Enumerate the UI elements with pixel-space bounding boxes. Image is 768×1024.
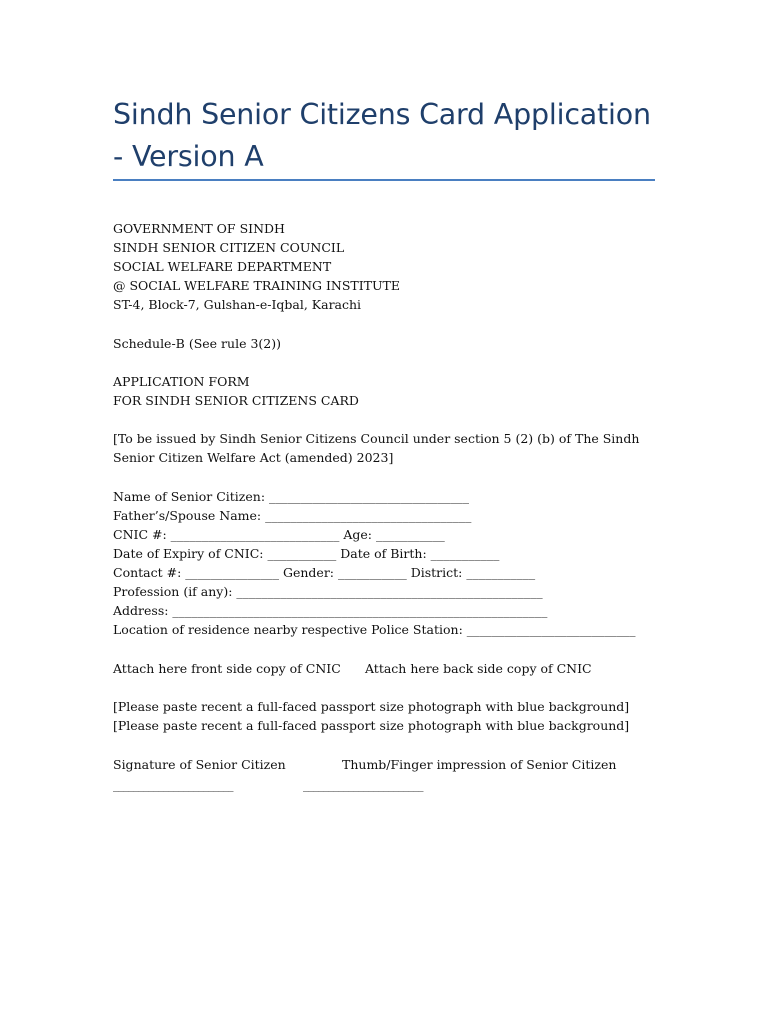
header-line-government: GOVERNMENT OF SINDH [113, 221, 285, 236]
field-cnic-age: CNIC #: ___________________________ Age: ___________ [113, 527, 445, 542]
header-line-institute: @ SOCIAL WELFARE TRAINING INSTITUTE [113, 278, 401, 293]
attach-back-cnic: Attach here back side copy of CNIC [365, 661, 592, 676]
title-block [113, 94, 656, 178]
header-line-address: ST-4, Block-7, Gulshan-e-Iqbal, Karachi [113, 297, 362, 312]
schedule-reference: Schedule-B (See rule 3(2)) [113, 336, 281, 351]
title-underline [113, 179, 655, 181]
form-title-line-2: FOR SINDH SENIOR CITIZENS CARD [113, 393, 359, 408]
field-profession: Profession (if any): _________________________________________________ [113, 584, 543, 599]
thumb-impression-label: Thumb/Finger impression of Senior Citizen [342, 757, 617, 772]
header-line-council: SINDH SENIOR CITIZEN COUNCIL [113, 240, 345, 255]
field-name: Name of Senior Citizen: ________________________________ [113, 489, 470, 504]
signature-label: Signature of Senior Citizen [113, 757, 286, 772]
field-expiry-dob: Date of Expiry of CNIC: ___________ Date of Birth: ___________ [113, 546, 500, 561]
field-contact-gender-district: Contact #: _______________ Gender: ___________ District: ___________ [113, 565, 536, 580]
field-police-station: Location of residence nearby respective Police Station: ___________________________ [113, 622, 636, 637]
header-line-department: SOCIAL WELFARE DEPARTMENT [113, 259, 332, 274]
form-title-line-1: APPLICATION FORM [113, 374, 250, 389]
field-address: Address: ____________________________________________________________ [113, 603, 548, 618]
document-title: Sindh Senior Citizens Card Application - Version A [113, 98, 651, 173]
field-father-spouse-name: Father’s/Spouse Name: _________________________________ [113, 508, 472, 523]
attach-front-cnic: Attach here front side copy of CNIC [113, 661, 341, 676]
issuance-note: [To be issued by Sindh Senior Citizens Council under section 5 (2) (b) of The Sindh Senior Citizen Welfare Act (amended) 2023] [113, 431, 640, 465]
photo-note-2: [Please paste recent a full-faced passport size photograph with blue background] [113, 718, 630, 733]
signature-line: ________________________ [113, 779, 233, 792]
photo-note-1: [Please paste recent a full-faced passport size photograph with blue background] [113, 699, 630, 714]
thumb-impression-line: ________________________ [303, 779, 423, 792]
